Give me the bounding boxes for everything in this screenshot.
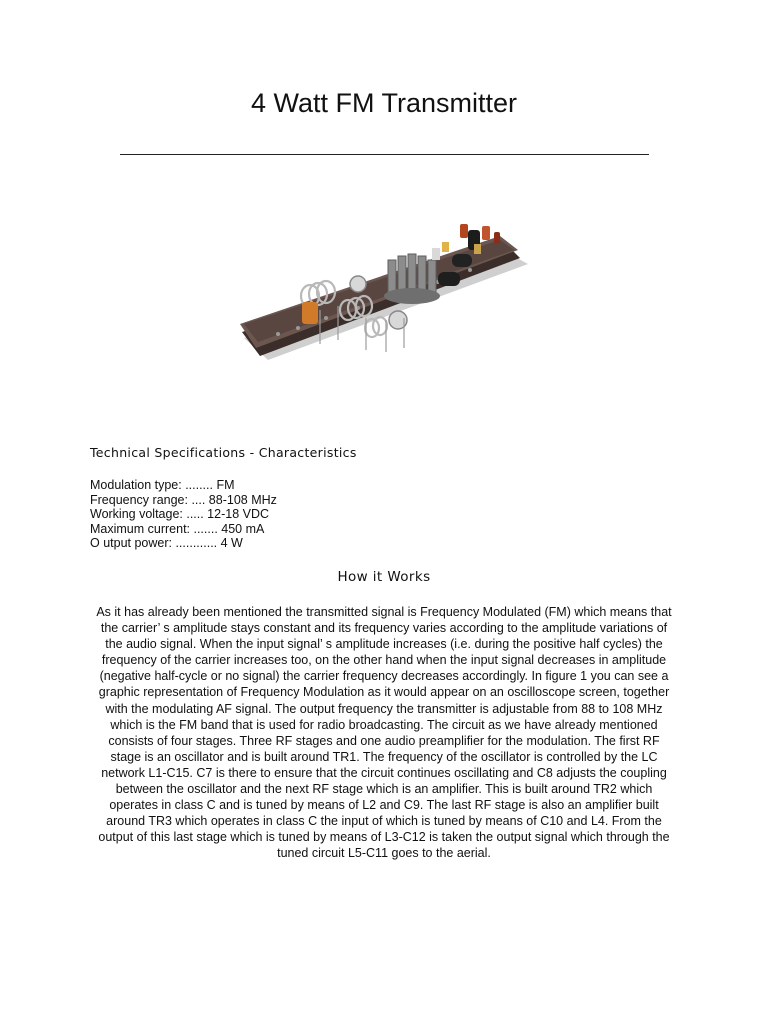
how-it-works-paragraph: As it has already been mentioned the transmitted signal is Frequency Modulated (FM) which means that the carrier’ s amplitude stays constant and its frequency varies according to the amplitude variations of the audio signal. When the input signal’ s amplitude increases (i.e. during the positive half cycles) the frequency of the carrier increases too, on the other hand when the input signal decreases in amplitude (negative half-cycle or no signal) the carrier frequency decreases accordingly. In figure 1 you can see a graphic representation of Frequency Modulation as it would appear on an oscilloscope screen, together with the modulating AF signal. The output frequency the transmitter is adjustable from 88 to 108 MHz which is the FM band that is used for radio broadcasting. The circuit as we have already mentioned consists of four stages. Three RF stages and one audio preamplifier for the modulation. The first RF stage is an oscillator and is built around TR1. The frequency of the oscillator is controlled by the LC network L1-C15. C7 is there to ensure that the circuit continues oscillating and C8 adjusts the coupling between the oscillator and the next RF stage which is an amplifier. This is built around TR2 which operates in class C and is tuned by means of L2 and C9. The last RF stage is also an amplifier built around TR3 which operates in class C the input of which is tuned by means of C10 and L4. From the output of this last stage which is tuned by means of L3-C12 is taken the output signal which through the tuned circuit L5-C11 goes to the aerial. <box>96 605 672 861</box>
spec-modulation-type: Modulation type: ........ FM <box>90 478 235 492</box>
spec-maximum-current: Maximum current: ....... 450 mA <box>90 521 265 536</box>
how-it-works-heading: How it Works <box>337 569 431 585</box>
spec-frequency-range: Frequency range: .... 88-108 MHz <box>90 492 277 507</box>
page-title: 4 Watt FM Transmitter <box>250 88 518 118</box>
spec-output-power: O utput power: ............ 4 W <box>90 536 243 551</box>
specifications-heading: Technical Specifications - Characteristics <box>90 445 357 460</box>
spec-working-voltage: Working voltage: ..... 12-18 VDC <box>90 507 270 522</box>
title-divider <box>120 154 649 155</box>
specifications-list <box>90 478 277 551</box>
transmitter-board-photo <box>238 210 534 392</box>
